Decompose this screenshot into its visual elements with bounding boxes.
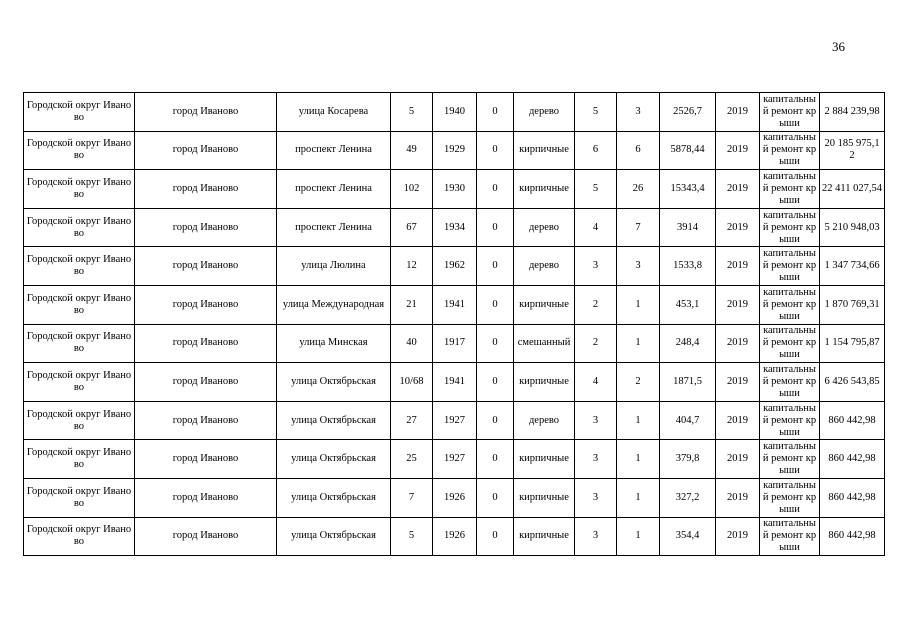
cell-house-number: 40 [391,324,433,363]
cell-house-number: 102 [391,170,433,209]
cell-house-number: 12 [391,247,433,286]
cell-entrances: 7 [617,208,660,247]
cell-wall-material: кирпичные [514,478,575,517]
cell-cost: 2 884 239,98 [820,93,885,132]
cell-area: 3914 [660,208,716,247]
cell-district: Городской округ Иваново [24,324,135,363]
cell-district: Городской округ Иваново [24,285,135,324]
cell-zero-value: 0 [477,478,514,517]
cell-district: Городской округ Иваново [24,131,135,170]
cell-area: 5878,44 [660,131,716,170]
cell-district: Городской округ Иваново [24,363,135,402]
cell-plan-year: 2019 [716,131,760,170]
cell-house-number: 67 [391,208,433,247]
cell-city: город Иваново [135,131,277,170]
table-body [24,93,885,556]
cell-zero-value: 0 [477,517,514,556]
cell-work-type: капитальный ремонт крыши [760,440,820,479]
cell-street: улица Международная [277,285,391,324]
cell-area: 2526,7 [660,93,716,132]
cell-district: Городской округ Иваново [24,517,135,556]
cell-house-number: 5 [391,93,433,132]
cell-cost: 860 442,98 [820,478,885,517]
cell-floors: 3 [575,517,617,556]
cell-district: Городской округ Иваново [24,93,135,132]
cell-zero-value: 0 [477,324,514,363]
buildings-table [23,92,885,556]
cell-zero-value: 0 [477,93,514,132]
cell-area: 248,4 [660,324,716,363]
table-row [24,324,885,363]
cell-build-year: 1934 [433,208,477,247]
cell-floors: 3 [575,440,617,479]
cell-wall-material: кирпичные [514,517,575,556]
cell-area: 327,2 [660,478,716,517]
table-row [24,517,885,556]
cell-cost: 1 870 769,31 [820,285,885,324]
cell-area: 354,4 [660,517,716,556]
cell-plan-year: 2019 [716,170,760,209]
table-row [24,208,885,247]
cell-build-year: 1929 [433,131,477,170]
cell-street: улица Косарева [277,93,391,132]
cell-zero-value: 0 [477,208,514,247]
cell-district: Городской округ Иваново [24,247,135,286]
cell-wall-material: кирпичные [514,131,575,170]
table-row [24,401,885,440]
cell-plan-year: 2019 [716,247,760,286]
cell-plan-year: 2019 [716,363,760,402]
cell-area: 453,1 [660,285,716,324]
cell-entrances: 3 [617,247,660,286]
cell-city: город Иваново [135,401,277,440]
cell-city: город Иваново [135,440,277,479]
cell-build-year: 1941 [433,285,477,324]
cell-floors: 5 [575,170,617,209]
cell-district: Городской округ Иваново [24,478,135,517]
cell-city: город Иваново [135,247,277,286]
cell-street: улица Минская [277,324,391,363]
cell-plan-year: 2019 [716,93,760,132]
cell-build-year: 1917 [433,324,477,363]
cell-work-type: капитальный ремонт крыши [760,247,820,286]
cell-city: город Иваново [135,363,277,402]
cell-cost: 5 210 948,03 [820,208,885,247]
cell-floors: 4 [575,363,617,402]
cell-floors: 3 [575,247,617,286]
cell-house-number: 5 [391,517,433,556]
cell-wall-material: кирпичные [514,285,575,324]
table-row [24,440,885,479]
cell-cost: 20 185 975,12 [820,131,885,170]
cell-floors: 2 [575,285,617,324]
cell-entrances: 1 [617,478,660,517]
cell-build-year: 1930 [433,170,477,209]
cell-zero-value: 0 [477,440,514,479]
cell-work-type: капитальный ремонт крыши [760,478,820,517]
cell-cost: 1 154 795,87 [820,324,885,363]
cell-district: Городской округ Иваново [24,401,135,440]
cell-entrances: 2 [617,363,660,402]
table-row [24,363,885,402]
cell-work-type: капитальный ремонт крыши [760,517,820,556]
cell-zero-value: 0 [477,247,514,286]
cell-area: 1871,5 [660,363,716,402]
cell-floors: 3 [575,478,617,517]
cell-cost: 6 426 543,85 [820,363,885,402]
cell-build-year: 1940 [433,93,477,132]
cell-plan-year: 2019 [716,401,760,440]
cell-district: Городской округ Иваново [24,170,135,209]
cell-city: город Иваново [135,324,277,363]
cell-city: город Иваново [135,93,277,132]
cell-wall-material: дерево [514,247,575,286]
cell-city: город Иваново [135,285,277,324]
cell-house-number: 27 [391,401,433,440]
table-row [24,285,885,324]
cell-street: улица Октябрьская [277,517,391,556]
cell-cost: 860 442,98 [820,517,885,556]
cell-work-type: капитальный ремонт крыши [760,401,820,440]
cell-work-type: капитальный ремонт крыши [760,324,820,363]
cell-zero-value: 0 [477,401,514,440]
cell-cost: 1 347 734,66 [820,247,885,286]
cell-wall-material: смешанный [514,324,575,363]
cell-street: проспект Ленина [277,208,391,247]
cell-plan-year: 2019 [716,517,760,556]
cell-house-number: 7 [391,478,433,517]
cell-wall-material: кирпичные [514,363,575,402]
table-row [24,93,885,132]
table-row [24,131,885,170]
cell-zero-value: 0 [477,170,514,209]
cell-district: Городской округ Иваново [24,208,135,247]
cell-work-type: капитальный ремонт крыши [760,170,820,209]
cell-street: улица Люлина [277,247,391,286]
cell-entrances: 3 [617,93,660,132]
cell-cost: 860 442,98 [820,440,885,479]
cell-build-year: 1941 [433,363,477,402]
cell-work-type: капитальный ремонт крыши [760,208,820,247]
cell-floors: 4 [575,208,617,247]
cell-work-type: капитальный ремонт крыши [760,131,820,170]
cell-floors: 3 [575,401,617,440]
cell-city: город Иваново [135,170,277,209]
cell-build-year: 1927 [433,401,477,440]
cell-build-year: 1926 [433,517,477,556]
cell-area: 15343,4 [660,170,716,209]
cell-area: 404,7 [660,401,716,440]
cell-zero-value: 0 [477,363,514,402]
cell-build-year: 1962 [433,247,477,286]
cell-entrances: 26 [617,170,660,209]
cell-entrances: 1 [617,440,660,479]
cell-plan-year: 2019 [716,208,760,247]
cell-house-number: 49 [391,131,433,170]
cell-build-year: 1927 [433,440,477,479]
cell-work-type: капитальный ремонт крыши [760,93,820,132]
cell-house-number: 21 [391,285,433,324]
cell-plan-year: 2019 [716,324,760,363]
cell-city: город Иваново [135,208,277,247]
cell-floors: 2 [575,324,617,363]
cell-floors: 5 [575,93,617,132]
cell-plan-year: 2019 [716,285,760,324]
cell-cost: 22 411 027,54 [820,170,885,209]
cell-entrances: 6 [617,131,660,170]
cell-wall-material: дерево [514,93,575,132]
cell-plan-year: 2019 [716,478,760,517]
cell-cost: 860 442,98 [820,401,885,440]
cell-entrances: 1 [617,285,660,324]
cell-floors: 6 [575,131,617,170]
table-row [24,478,885,517]
cell-street: проспект Ленина [277,170,391,209]
cell-city: город Иваново [135,517,277,556]
cell-wall-material: кирпичные [514,440,575,479]
cell-work-type: капитальный ремонт крыши [760,285,820,324]
cell-zero-value: 0 [477,285,514,324]
cell-city: город Иваново [135,478,277,517]
cell-wall-material: дерево [514,208,575,247]
cell-street: улица Октябрьская [277,363,391,402]
page-number: 36 [832,39,845,54]
cell-street: проспект Ленина [277,131,391,170]
cell-work-type: капитальный ремонт крыши [760,363,820,402]
cell-house-number: 10/68 [391,363,433,402]
cell-street: улица Октябрьская [277,440,391,479]
cell-house-number: 25 [391,440,433,479]
cell-street: улица Октябрьская [277,401,391,440]
cell-entrances: 1 [617,401,660,440]
cell-district: Городской округ Иваново [24,440,135,479]
cell-wall-material: кирпичные [514,170,575,209]
cell-build-year: 1926 [433,478,477,517]
cell-entrances: 1 [617,517,660,556]
cell-wall-material: дерево [514,401,575,440]
cell-plan-year: 2019 [716,440,760,479]
table-row [24,247,885,286]
cell-street: улица Октябрьская [277,478,391,517]
cell-entrances: 1 [617,324,660,363]
cell-zero-value: 0 [477,131,514,170]
cell-area: 1533,8 [660,247,716,286]
table-row [24,170,885,209]
cell-area: 379,8 [660,440,716,479]
